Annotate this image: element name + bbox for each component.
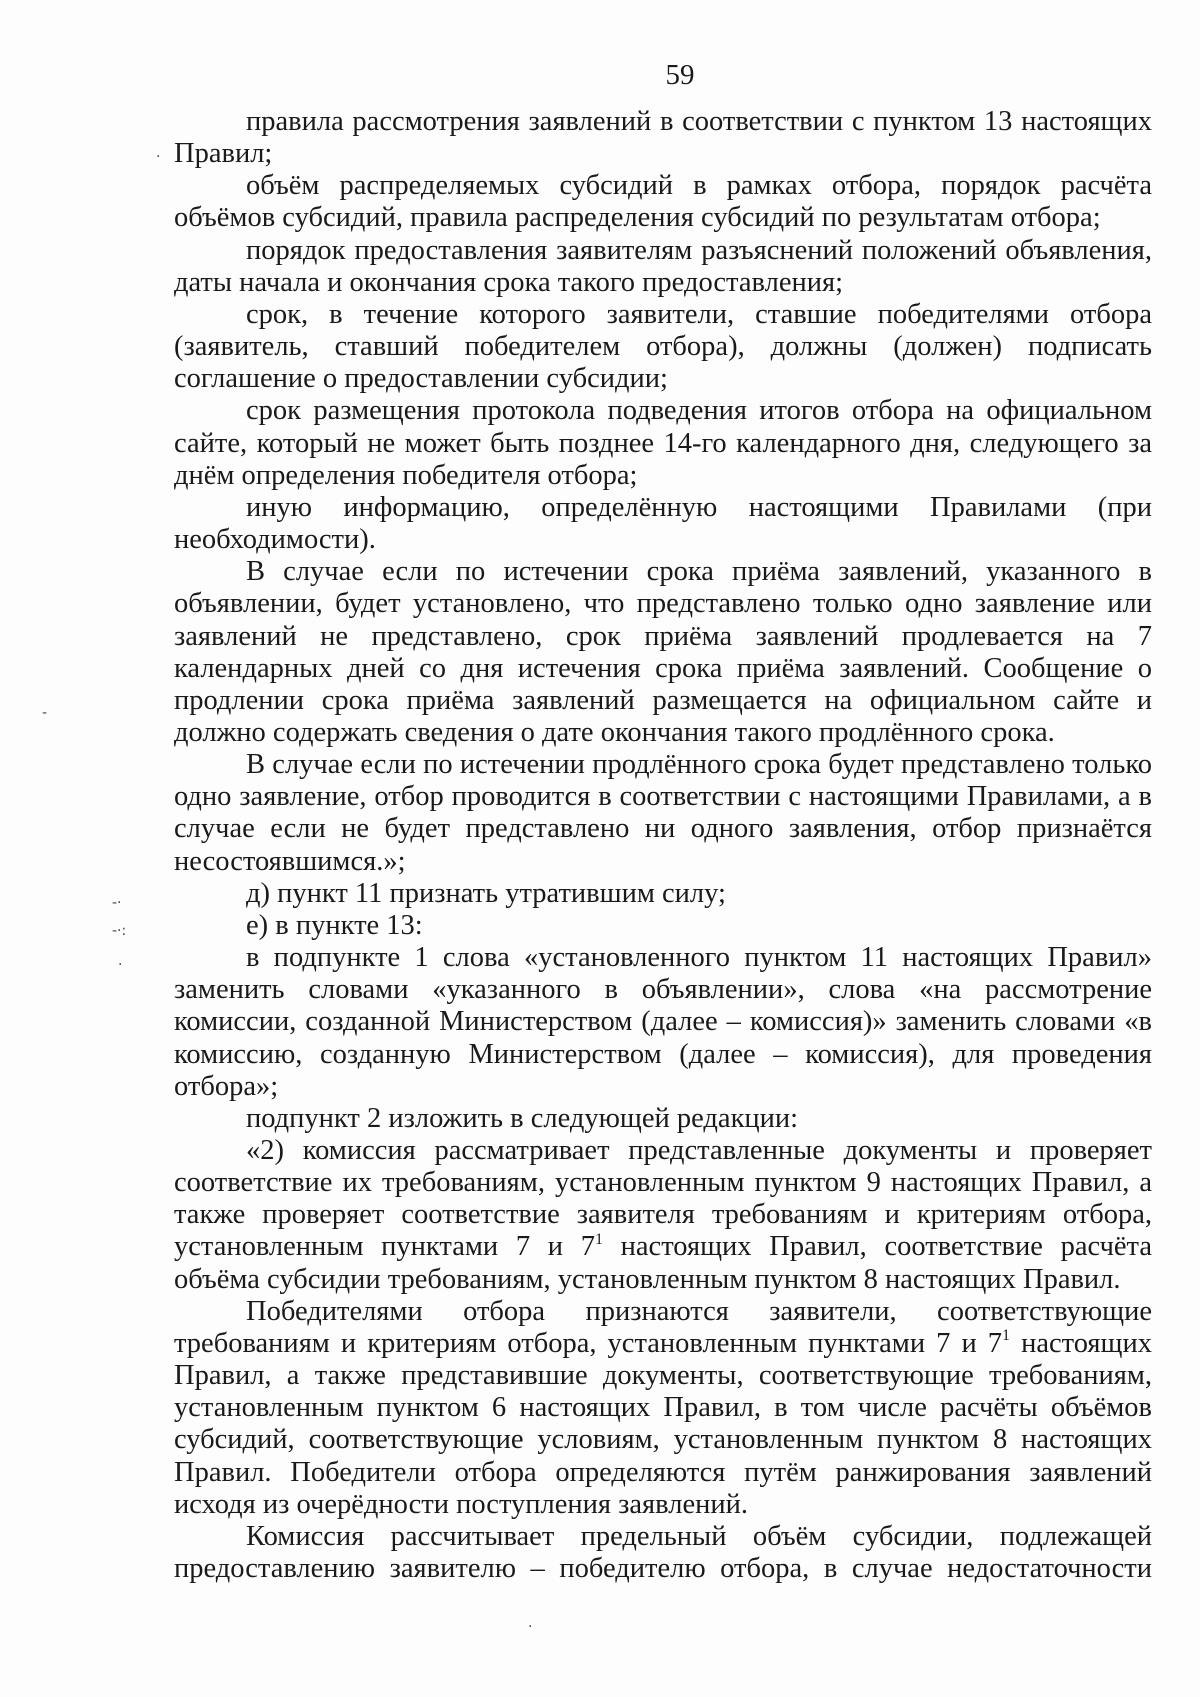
paragraph: объём распределяемых субсидий в рамках отбора, порядок расчёта объёмов субсидий, правила распределения субсидий по результатам отбора; xyxy=(174,170,1152,234)
paragraph: д) пункт 11 признать утратившим силу; xyxy=(246,877,726,909)
scan-speck: -·: xyxy=(112,923,127,939)
paragraph: порядок предоставления заявителям разъяснений положений объявления, даты начала и окончания срока такого предоставления; xyxy=(174,234,1152,298)
paragraph: В случае если по истечении срока приёма заявлений, указанного в объявлении, будет установлено, что представлено только одно заявление или заявлений не представлено, срок приёма заявлений продлевается на 7 календарных дней со дня истечения срока приёма заявлений. Сообщение о продлении срока приёма заявлений размещается на официальном сайте и должно содержать сведения о дате окончания такого продлённого срока. xyxy=(174,556,1152,748)
scan-speck: · xyxy=(528,1619,533,1635)
text-run: настоящих Правил, а также представившие документы, соответствующие требованиям, установленным пунктом 6 настоящих Правил, в том числе расчёты объёмов субсидий, соответствующие условиям, установленным пунктом 8 настоящих Правил. Победители отбора определяются путём ранжирования заявлений исходя из очерёдности поступления заявлений. xyxy=(174,1327,1152,1520)
paragraph: подпункт 2 изложить в следующей редакции: xyxy=(246,1102,799,1134)
paragraph: в подпункте 1 слова «установленного пунктом 11 настоящих Правил» заменить словами «указанного в объявлении», слова «на рассмотрение комиссии, созданной Министерством (далее – комиссия)» заменить словами «в комиссию, созданную Министерством (далее – комиссия), для проведения отбора»; xyxy=(174,942,1152,1102)
paragraph xyxy=(174,1135,1152,1296)
scan-speck: - xyxy=(42,705,48,721)
superscript: 1 xyxy=(594,1230,603,1248)
paragraph xyxy=(174,1296,1152,1521)
text-run: настоящих Правил, соответствие расчёта объёма субсидии требованиям, установленным пунктом 8 настоящих Правил. xyxy=(174,1231,1152,1295)
page-number: 59 xyxy=(665,59,695,91)
paragraph: В случае если по истечении продлённого срока будет представлено только одно заявление, отбор проводится в соответствии с настоящими Правилами, а в случае если не будет представлено ни одного заявления, отбор признаётся несостоявшимся.»; xyxy=(174,749,1152,877)
paragraph: Комиссия рассчитывает предельный объём субсидии, подлежащей предоставлению заявителю – победителю отбора, в случае недостаточности xyxy=(174,1520,1152,1585)
paragraph: е) в пункте 13: xyxy=(246,909,423,941)
paragraph: иную информацию, определённую настоящими Правилами (при необходимости). xyxy=(174,491,1152,556)
document-body xyxy=(174,106,1152,1585)
paragraph: срок, в течение которого заявители, ставшие победителями отбора (заявитель, ставший победителем отбора), должны (должен) подписать соглашение о предоставлении субсидии; xyxy=(174,298,1152,395)
scan-speck: · xyxy=(156,149,161,165)
scan-speck: · xyxy=(118,957,123,973)
scan-speck: -· xyxy=(112,895,122,911)
superscript: 1 xyxy=(1002,1327,1011,1345)
paragraph: правила рассмотрения заявлений в соответствии с пунктом 13 настоящих Правил; xyxy=(174,106,1152,170)
text-run: «2) комиссия рассматривает представленные документы и проверяет соответствие их требованиям, установленным пунктом 9 настоящих Правил, а также проверяет соответствие заявителя требованиям и критериям отбора, установленным пунктами 7 и 7 xyxy=(174,1135,1152,1263)
paragraph: срок размещения протокола подведения итогов отбора на официальном сайте, который не может быть позднее 14-го календарного дня, следующего за днём определения победителя отбора; xyxy=(174,395,1152,491)
text-run: Победителями отбора признаются заявители, соответствующие требованиям и критериям отбора, установленным пунктами 7 и 7 xyxy=(174,1295,1152,1359)
